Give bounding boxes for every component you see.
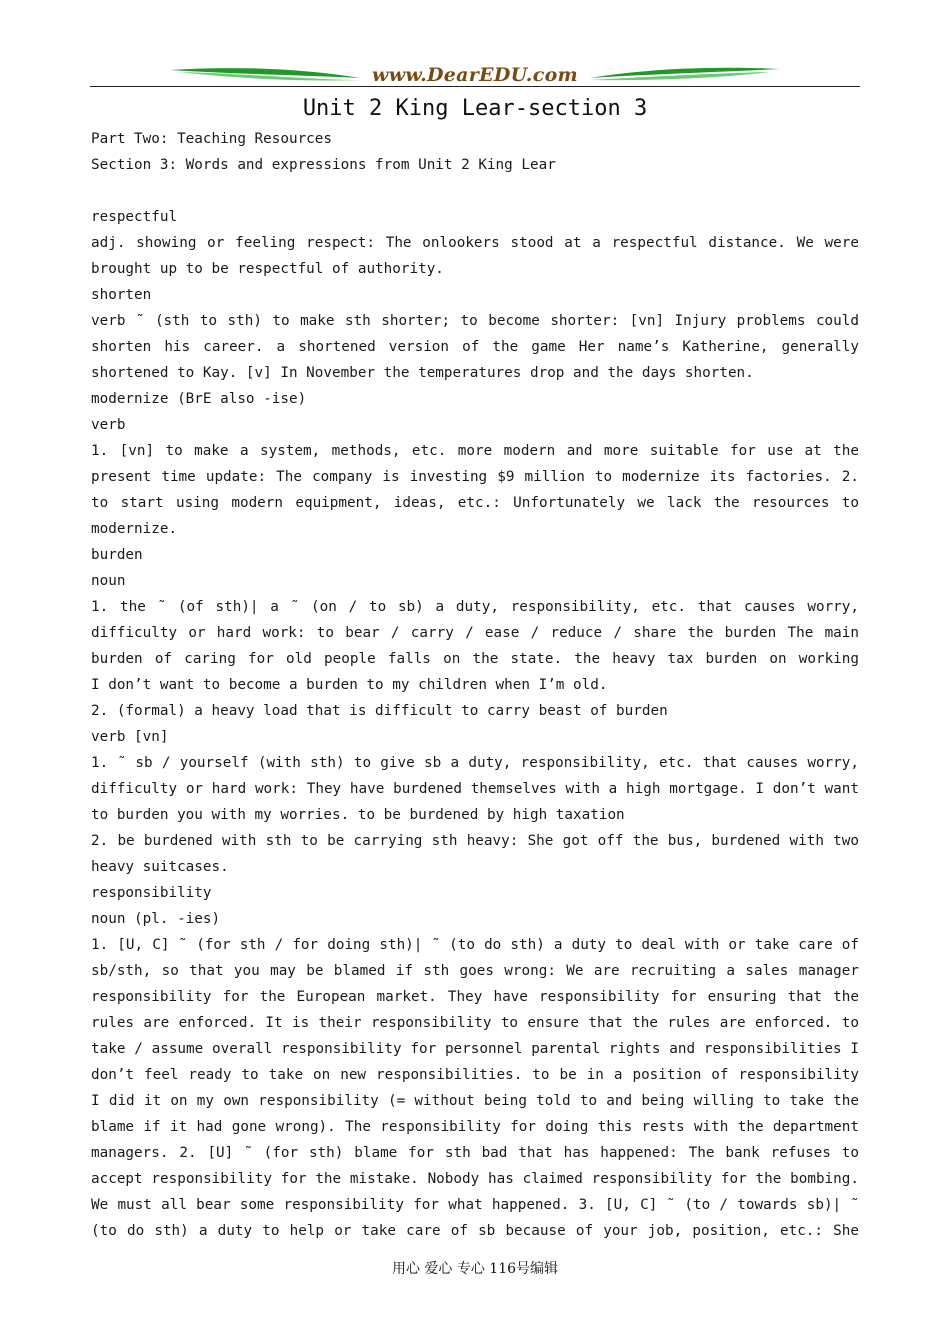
text-line: modernize (BrE also -ise) (91, 391, 307, 407)
page-title: Unit 2 King Lear-section 3 (302, 96, 648, 121)
text-line: I did it on my own responsibility (= without being told to and being willing to take the (91, 1093, 859, 1109)
text-line: verb ˜ (sth to sth) to make sth shorter; to become shorter: [vn] Injury problems could (91, 313, 859, 329)
blank-line (91, 178, 859, 204)
text-line: managers. 2. [U] ˜ (for sth) blame for sth bad that has happened: The bank refuses to (91, 1145, 859, 1161)
text-line: adj. showing or feeling respect: The onlookers stood at a respectful distance. We were (91, 235, 859, 251)
text-line: noun (pl. -ies) (91, 911, 221, 927)
text-line: 1. [U, C] ˜ (for sth / for doing sth)| ˜ (to do sth) a duty to deal with or take care of (91, 937, 859, 953)
page-footer: 用心 爱心 专心 116号编辑 (391, 1261, 559, 1277)
text-line: shorten his career. a shortened version of the game Her name’s Katherine, generally (91, 339, 859, 355)
text-line: to burden you with my worries. to be burdened by high taxation (91, 807, 625, 823)
text-line: accept responsibility for the mistake. Nobody has claimed responsibility for the bombing. (91, 1171, 859, 1187)
text-line: Part Two: Teaching Resources (91, 131, 333, 147)
text-line: 2. (formal) a heavy load that is difficult to carry beast of burden (91, 703, 668, 719)
text-line: (to do sth) a duty to help or take care of sb because of your job, position, etc.: She (91, 1223, 859, 1239)
text-line: modernize. (91, 521, 178, 537)
text-line: shorten (91, 287, 152, 303)
text-line: 2. be burdened with sth to be carrying sth heavy: She got off the bus, burdened with two (91, 833, 859, 849)
text-line: 1. ˜ sb / yourself (with sth) to give sb a duty, responsibility, etc. that causes worry, (91, 755, 859, 771)
text-line: verb (91, 417, 126, 433)
text-line: brought up to be respectful of authority. (91, 261, 444, 277)
site-logo-text[interactable]: www.DearEDU.com (372, 64, 578, 86)
text-line: responsibility for the European market. They have responsibility for ensuring that the (91, 989, 859, 1005)
text-line: Section 3: Words and expressions from Unit 2 King Lear (91, 157, 556, 173)
text-line: 1. [vn] to make a system, methods, etc. more modern and more suitable for use at the (91, 443, 859, 459)
text-line: heavy suitcases. (91, 859, 229, 875)
text-line: noun (91, 573, 126, 589)
text-line: burden (91, 547, 143, 563)
document-body (91, 126, 859, 1244)
text-line: take / assume overall responsibility for personnel parental rights and responsibilities I (91, 1041, 859, 1057)
text-line: verb [vn] (91, 729, 169, 745)
text-line: difficulty or hard work: to bear / carry / ease / reduce / share the burden The main (91, 625, 859, 641)
text-line: sb/sth, so that you may be blamed if sth goes wrong: We are recruiting a sales manager (91, 963, 859, 979)
text-line: rules are enforced. It is their responsibility to ensure that the rules are enforced. to (91, 1015, 859, 1031)
text-line: responsibility (91, 885, 212, 901)
text-line: 1. the ˜ (of sth)| a ˜ (on / to sb) a duty, responsibility, etc. that causes worry, (91, 599, 859, 615)
text-line: We must all bear some responsibility for what happened. 3. [U, C] ˜ (to / towards sb)| ˜ (91, 1197, 859, 1213)
text-line: shortened to Kay. [v] In November the temperatures drop and the days shorten. (91, 365, 754, 381)
text-line: don’t feel ready to take on new responsibilities. to be in a position of responsibility (91, 1067, 859, 1083)
text-line: burden of caring for old people falls on the state. the heavy tax burden on working (91, 651, 859, 667)
text-line: difficulty or hard work: They have burdened themselves with a high mortgage. I don’t want (91, 781, 859, 797)
text-line: blame if it had gone wrong). The responsibility for doing this rests with the department (91, 1119, 859, 1135)
text-line: I don’t want to become a burden to my children when I’m old. (91, 677, 608, 693)
text-line: to start using modern equipment, ideas, etc.: Unfortunately we lack the resources to (91, 495, 859, 511)
text-line: present time update: The company is investing $9 million to modernize its factories. 2. (91, 469, 859, 485)
text-line: respectful (91, 209, 178, 225)
header-divider (90, 86, 860, 87)
